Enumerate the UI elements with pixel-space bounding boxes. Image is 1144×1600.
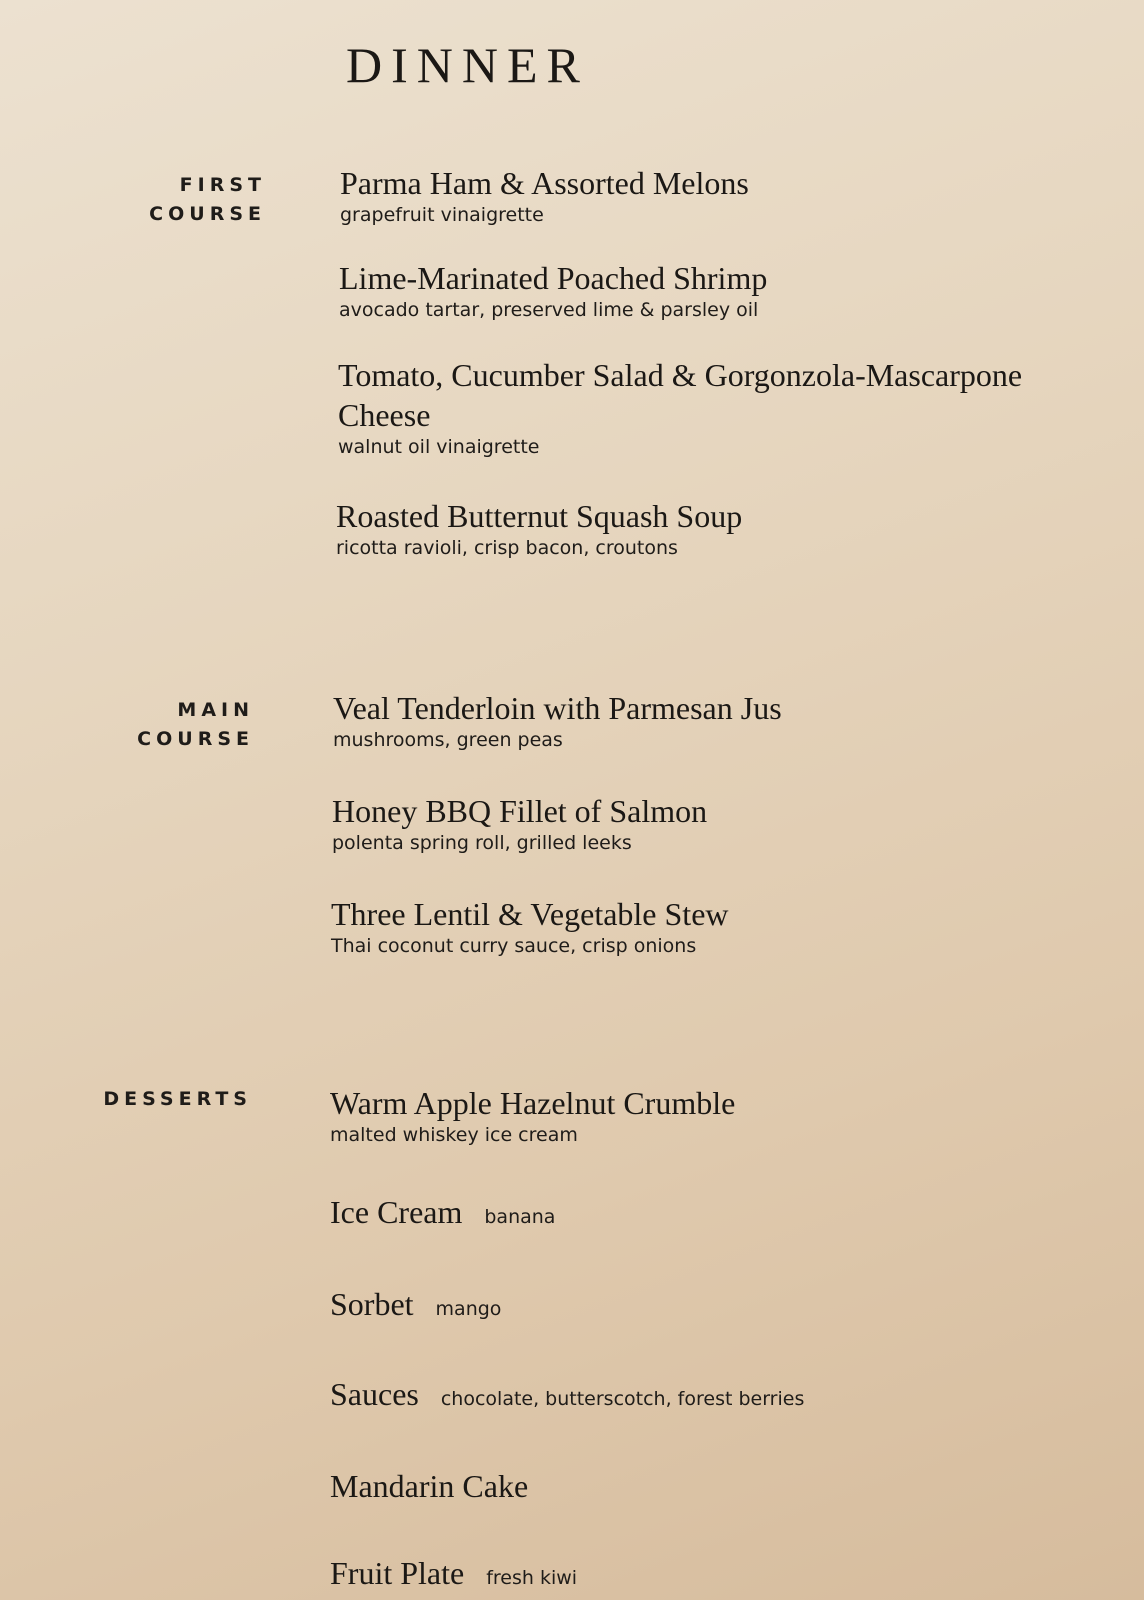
menu-item-description: polenta spring roll, grilled leeks <box>332 832 632 854</box>
menu-item-name: Sorbet <box>330 1286 414 1322</box>
section-label-desserts <box>52 1085 252 1114</box>
section-label-first-course <box>66 171 266 229</box>
menu-item-name: Parma Ham & Assorted Melons <box>340 165 749 201</box>
menu-item-name: Mandarin Cake <box>330 1468 529 1504</box>
menu-item <box>330 1284 1100 1324</box>
menu-item-name: Sauces <box>330 1376 419 1412</box>
menu-item <box>338 355 1098 459</box>
menu-item-name: Three Lentil & Vegetable Stew <box>331 896 729 932</box>
menu-item-description: banana <box>484 1206 556 1228</box>
menu-item-name: Fruit Plate <box>330 1555 465 1591</box>
section-label-line: DESSERTS <box>103 1088 252 1110</box>
menu-item-description: mango <box>435 1298 502 1320</box>
menu-item <box>339 258 1109 322</box>
menu-item-description: Thai coconut curry sauce, crisp onions <box>331 935 697 957</box>
section-label-line: MAIN <box>177 699 254 721</box>
menu-item <box>340 163 1110 227</box>
menu-item <box>330 1374 1100 1414</box>
menu-item-description: malted whiskey ice cream <box>330 1124 578 1146</box>
menu-item-description: grapefruit vinaigrette <box>340 204 544 226</box>
menu-item-name: Veal Tenderloin with Parmesan Jus <box>333 690 782 726</box>
section-label-main-course <box>54 696 254 754</box>
menu-item-description: mushrooms, green peas <box>333 729 563 751</box>
menu-item-description: fresh kiwi <box>486 1567 578 1589</box>
menu-item-name: Warm Apple Hazelnut Crumble <box>330 1085 736 1121</box>
section-label-line: COURSE <box>149 203 266 225</box>
menu-item <box>330 1553 1100 1593</box>
menu-item <box>332 791 1102 855</box>
menu-item <box>330 1466 1100 1506</box>
menu-item-description: chocolate, butterscotch, forest berries <box>440 1388 805 1410</box>
menu-item <box>333 688 1103 752</box>
menu-item-name: Tomato, Cucumber Salad & Gorgonzola-Mascarpone Cheese <box>338 357 1023 433</box>
section-label-line: COURSE <box>137 728 254 750</box>
menu-item-name: Lime-Marinated Poached Shrimp <box>339 260 768 296</box>
menu-item <box>331 894 1101 958</box>
menu-item <box>330 1083 1100 1147</box>
menu-item <box>336 496 1106 560</box>
menu-item-description: avocado tartar, preserved lime & parsley oil <box>339 299 759 321</box>
menu-item-name: Roasted Butternut Squash Soup <box>336 498 743 534</box>
section-label-line: FIRST <box>179 174 266 196</box>
menu-item-name: Honey BBQ Fillet of Salmon <box>332 793 708 829</box>
menu-item-name: Ice Cream <box>330 1194 463 1230</box>
menu-item-description: walnut oil vinaigrette <box>338 436 540 458</box>
menu-item <box>330 1192 1100 1232</box>
menu-title: DINNER <box>346 37 589 93</box>
menu-item-description: ricotta ravioli, crisp bacon, croutons <box>336 537 678 559</box>
